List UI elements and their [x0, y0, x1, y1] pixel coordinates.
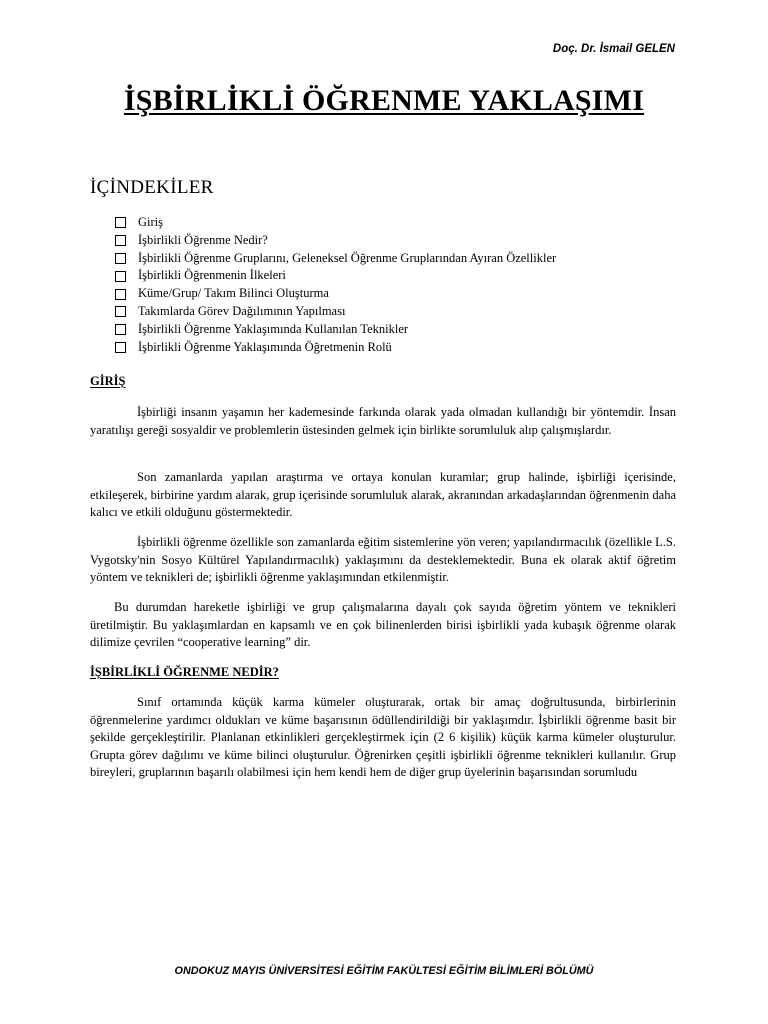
- toc-item-label: İşbirlikli Öğrenme Yaklaşımında Kullanılan Teknikler: [138, 321, 409, 336]
- section-heading-nedir: İŞBİRLİKLİ ÖĞRENME NEDİR?: [90, 665, 279, 679]
- section-heading-giris: GİRİŞ: [90, 374, 126, 388]
- toc-item-ozellikler: [115, 250, 556, 268]
- toc-heading: İÇİNDEKİLER: [90, 177, 214, 198]
- paragraph: Bu durumdan hareketle işbirliği ve grup çalışmalarına dayalı çok sayıda öğretim yöntem ve teknikleri üretilmiştir. Bu yaklaşımlardan en kapsamlı ve en çok bilinenlerden birisi işbirlikli yada kubaşık öğrenme olarak dilimize çevrilen “cooperative learning” dir.: [90, 600, 676, 650]
- toc-item-label: Küme/Grup/ Takım Bilinci Oluşturma: [138, 286, 329, 301]
- toc-item-giris: [115, 214, 556, 232]
- checkbox-icon: [115, 253, 126, 264]
- toc-item-label: Giriş: [138, 215, 163, 229]
- toc-item-label: İşbirlikli Öğrenmenin İlkeleri: [138, 268, 286, 283]
- toc-item-nedir: [115, 232, 556, 250]
- author-header: Doç. Dr. İsmail GELEN: [552, 43, 675, 55]
- toc-item-label: İşbirlikli Öğrenme Nedir?: [138, 232, 268, 247]
- checkbox-icon: [115, 271, 126, 282]
- document-title: İŞBİRLİKLİ ÖĞRENME YAKLAŞIMI: [123, 84, 645, 117]
- toc-item-ilkeler: [115, 267, 556, 285]
- toc-item-label: Takımlarda Görev Dağılımının Yapılması: [138, 303, 346, 318]
- checkbox-icon: [115, 235, 126, 246]
- paragraph: İşbirliği insanın yaşamın her kademesinde farkında olarak yada olmadan kullandığı bir yöntemdir. İnsan yaratılışı gereği sosyaldir ve problemlerin üstesinden gelmek için birlikte sorumluluk alıp çalışmışlardır.: [90, 405, 676, 437]
- toc-item-teknikler: [115, 321, 556, 339]
- checkbox-icon: [115, 306, 126, 317]
- toc-item-ogretmen: [115, 339, 556, 357]
- toc-item-label: İşbirlikli Öğrenme Yaklaşımında Öğretmenin Rolü: [138, 339, 392, 354]
- checkbox-icon: [115, 289, 126, 300]
- toc-item-bilinc: [115, 285, 556, 303]
- checkbox-icon: [115, 324, 126, 335]
- paragraph: Sınıf ortamında küçük karma kümeler oluşturarak, ortak bir amaç doğrultusunda, birbirlerinin öğrenmelerine yardımcı oldukları ve küme başarısının ödüllendirildiği bir yaklaşımdır. İşbirlikli öğrenme basit bir şekilde gerçekleştirilir. Planlanan etkinlikleri gerçekleştirmek için (2 6 kişilik) küçük karma kümeler oluşturulur. Grupta görev dağılımı ve küme bilinci oluşturulur. Öğrenirken çeşitli işbirlikli öğrenme teknikleri kullanılır. Grup bireyleri, gruplarının başarılı olabilmesi için hem kendi hem de diğer grup üyelerinin başarısından sorumludu: [90, 695, 676, 780]
- table-of-contents: [115, 214, 556, 356]
- paragraph: İşbirlikli öğrenme özellikle son zamanlarda eğitim sistemlerine yön veren; yapılandırmacılık (özellikle L.S. Vygotsky'nin Sosyo Kültürel Yapılandırmacılık) yaklaşımını da desteklemektedir. Buna ek olarak aktif öğretim yöntem ve teknikleri de; işbirlikli öğrenme yaklaşımından etkilenmiştir.: [90, 535, 676, 585]
- checkbox-icon: [115, 217, 126, 228]
- page-footer: ONDOKUZ MAYIS ÜNİVERSİTESİ EĞİTİM FAKÜLTESİ EĞİTİM BİLİMLERİ BÖLÜMÜ: [174, 965, 594, 977]
- toc-item-label: İşbirlikli Öğrenme Gruplarını, Geleneksel Öğrenme Gruplarından Ayıran Özellikler: [138, 250, 557, 265]
- toc-item-gorev: [115, 303, 556, 321]
- checkbox-icon: [115, 342, 126, 353]
- paragraph: Son zamanlarda yapılan araştırma ve ortaya konulan kuramlar; grup halinde, işbirliği içerisinde, etkileşerek, birbirine yardım alarak, grup içerisinde sorumluluk alarak, akranından arkadaşlarından öğrenmenin daha kalıcı ve etkili olduğunu göstermektedir.: [90, 470, 676, 520]
